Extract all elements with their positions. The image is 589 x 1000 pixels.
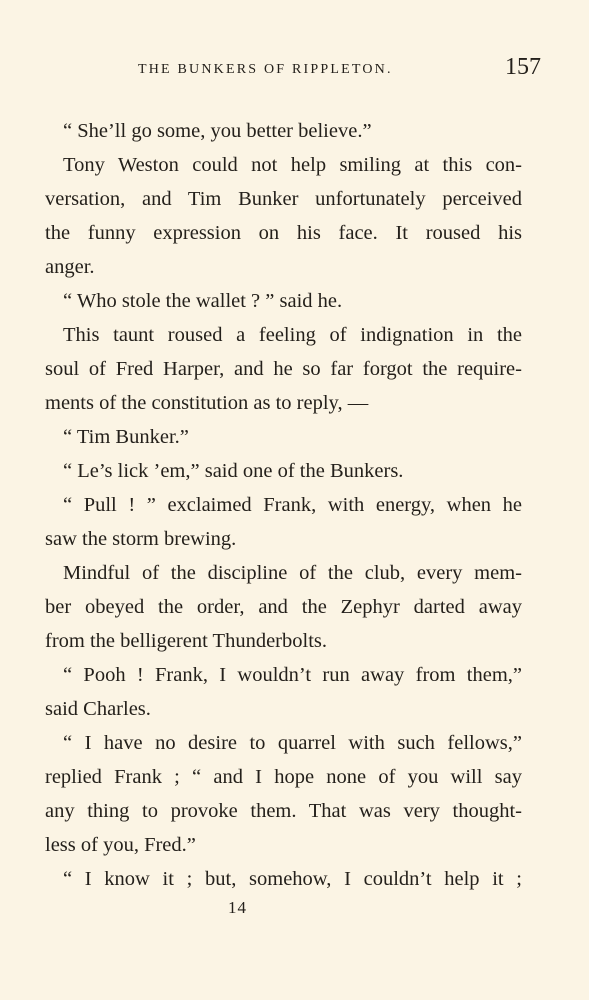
- text-line: less of you, Fred.”: [45, 834, 196, 856]
- text-line: “ Tim Bunker.”: [63, 426, 189, 448]
- text-line: “ I have no desire to quarrel with such fellows,”: [63, 732, 522, 754]
- text-line: “ She’ll go some, you better believe.”: [63, 120, 372, 142]
- text-line: “ Pull ! ” exclaimed Frank, with energy, when he: [63, 494, 522, 516]
- text-line: from the belligerent Thunderbolts.: [45, 630, 327, 652]
- text-line: any thing to provoke them. That was very thought-: [45, 800, 522, 822]
- text-line: ments of the constitution as to reply, —: [45, 392, 369, 414]
- text-line: “ Le’s lick ’em,” said one of the Bunkers.: [63, 460, 404, 482]
- printer-signature-mark: 14: [228, 898, 247, 917]
- text-line: ber obeyed the order, and the Zephyr darted away: [45, 596, 522, 618]
- text-line: soul of Fred Harper, and he so far forgot the require-: [45, 358, 522, 380]
- text-line: “ I know it ; but, somehow, I couldn’t help it ;: [63, 868, 522, 890]
- text-line: said Charles.: [45, 698, 151, 720]
- text-line: Mindful of the discipline of the club, every mem-: [63, 562, 522, 584]
- text-line: replied Frank ; “ and I hope none of you will say: [45, 766, 522, 788]
- text-line: the funny expression on his face. It roused his: [45, 222, 522, 244]
- text-line: anger.: [45, 256, 95, 278]
- text-line: Tony Weston could not help smiling at this con-: [63, 154, 522, 176]
- text-line: saw the storm brewing.: [45, 528, 237, 550]
- text-line: This taunt roused a feeling of indignation in the: [63, 324, 522, 346]
- running-head: [0, 52, 589, 92]
- text-line: versation, and Tim Bunker unfortunately perceived: [45, 188, 522, 210]
- running-title: THE BUNKERS OF RIPPLETON.: [138, 62, 393, 77]
- page-number: 157: [505, 54, 541, 80]
- text-line: “ Who stole the wallet ? ” said he.: [63, 290, 343, 312]
- text-line: “ Pooh ! Frank, I wouldn’t run away from them,”: [63, 664, 522, 686]
